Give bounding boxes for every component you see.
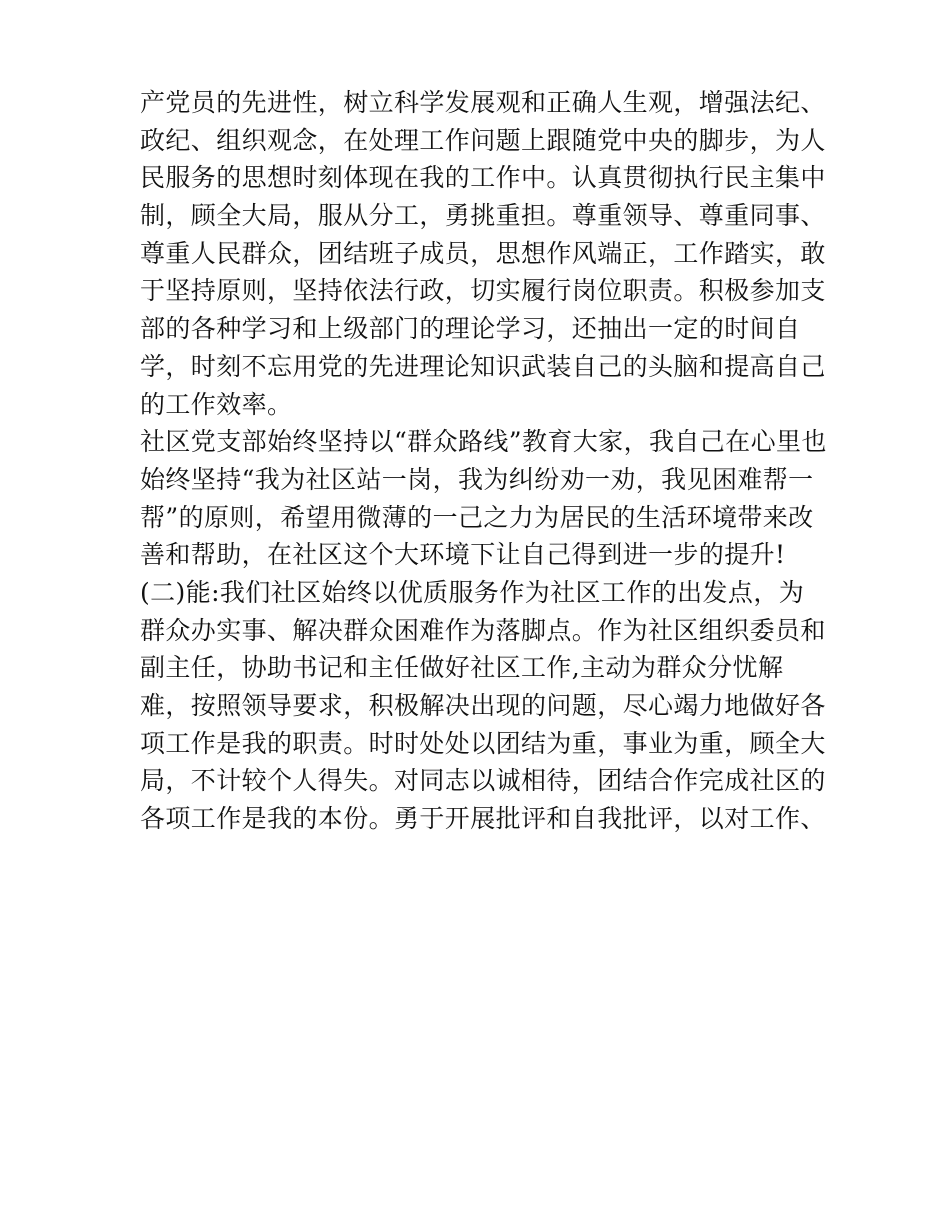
text-line: (二)能:我们社区始终以优质服务作为社区工作的出发点，为	[140, 577, 805, 607]
text-line: 部的各种学习和上级部门的理论学习，还抽出一定的时间自	[140, 314, 801, 344]
text-line: 群众办实事、解决群众困难作为落脚点。作为社区组织委员和	[140, 615, 826, 645]
text-line: 始终坚持“我为社区站一岗，我为纠纷劝一劝，我见困难帮一	[140, 464, 814, 494]
text-line: 副主任，协助书记和主任做好社区工作,主动为群众分忧解	[140, 653, 784, 683]
text-line: 善和帮助，在社区这个大环境下让自己得到进一步的提升!	[140, 540, 786, 570]
text-line: 的工作效率。	[140, 389, 293, 419]
text-line: 政纪、组织观念，在处理工作问题上跟随党中央的脚步，为人	[140, 125, 826, 155]
text-line: 于坚持原则，坚持依法行政，切实履行岗位职责。积极参加支	[140, 276, 826, 306]
text-line: 尊重人民群众，团结班子成员，思想作风端正，工作踏实，敢	[140, 238, 826, 268]
text-line: 产党员的先进性，树立科学发展观和正确人生观，增强法纪、	[140, 88, 826, 117]
text-line: 民服务的思想时刻体现在我的工作中。认真贯彻执行民主集中	[140, 163, 826, 193]
text-line: 各项工作是我的本份。勇于开展批评和自我批评，以对工作、	[140, 804, 826, 834]
body-text	[140, 84, 830, 838]
text-line: 项工作是我的职责。时时处处以团结为重，事业为重，顾全大	[140, 728, 826, 758]
text-line: 制，顾全大局，服从分工，勇挑重担。尊重领导、尊重同事、	[140, 201, 826, 231]
text-line: 难，按照领导要求，积极解决出现的问题，尽心竭力地做好各	[140, 691, 826, 720]
text-line: 帮”的原则，希望用微薄的一己之力为居民的生活环境带来改	[140, 502, 814, 532]
text-line: 局，不计较个人得失。对同志以诚相待，团结合作完成社区的	[140, 766, 826, 796]
text-line: 社区党支部始终坚持以“群众路线”教育大家，我自己在心里也	[140, 427, 827, 457]
text-line: 学，时刻不忘用党的先进理论知识武装自己的头脑和提高自己	[140, 351, 826, 381]
